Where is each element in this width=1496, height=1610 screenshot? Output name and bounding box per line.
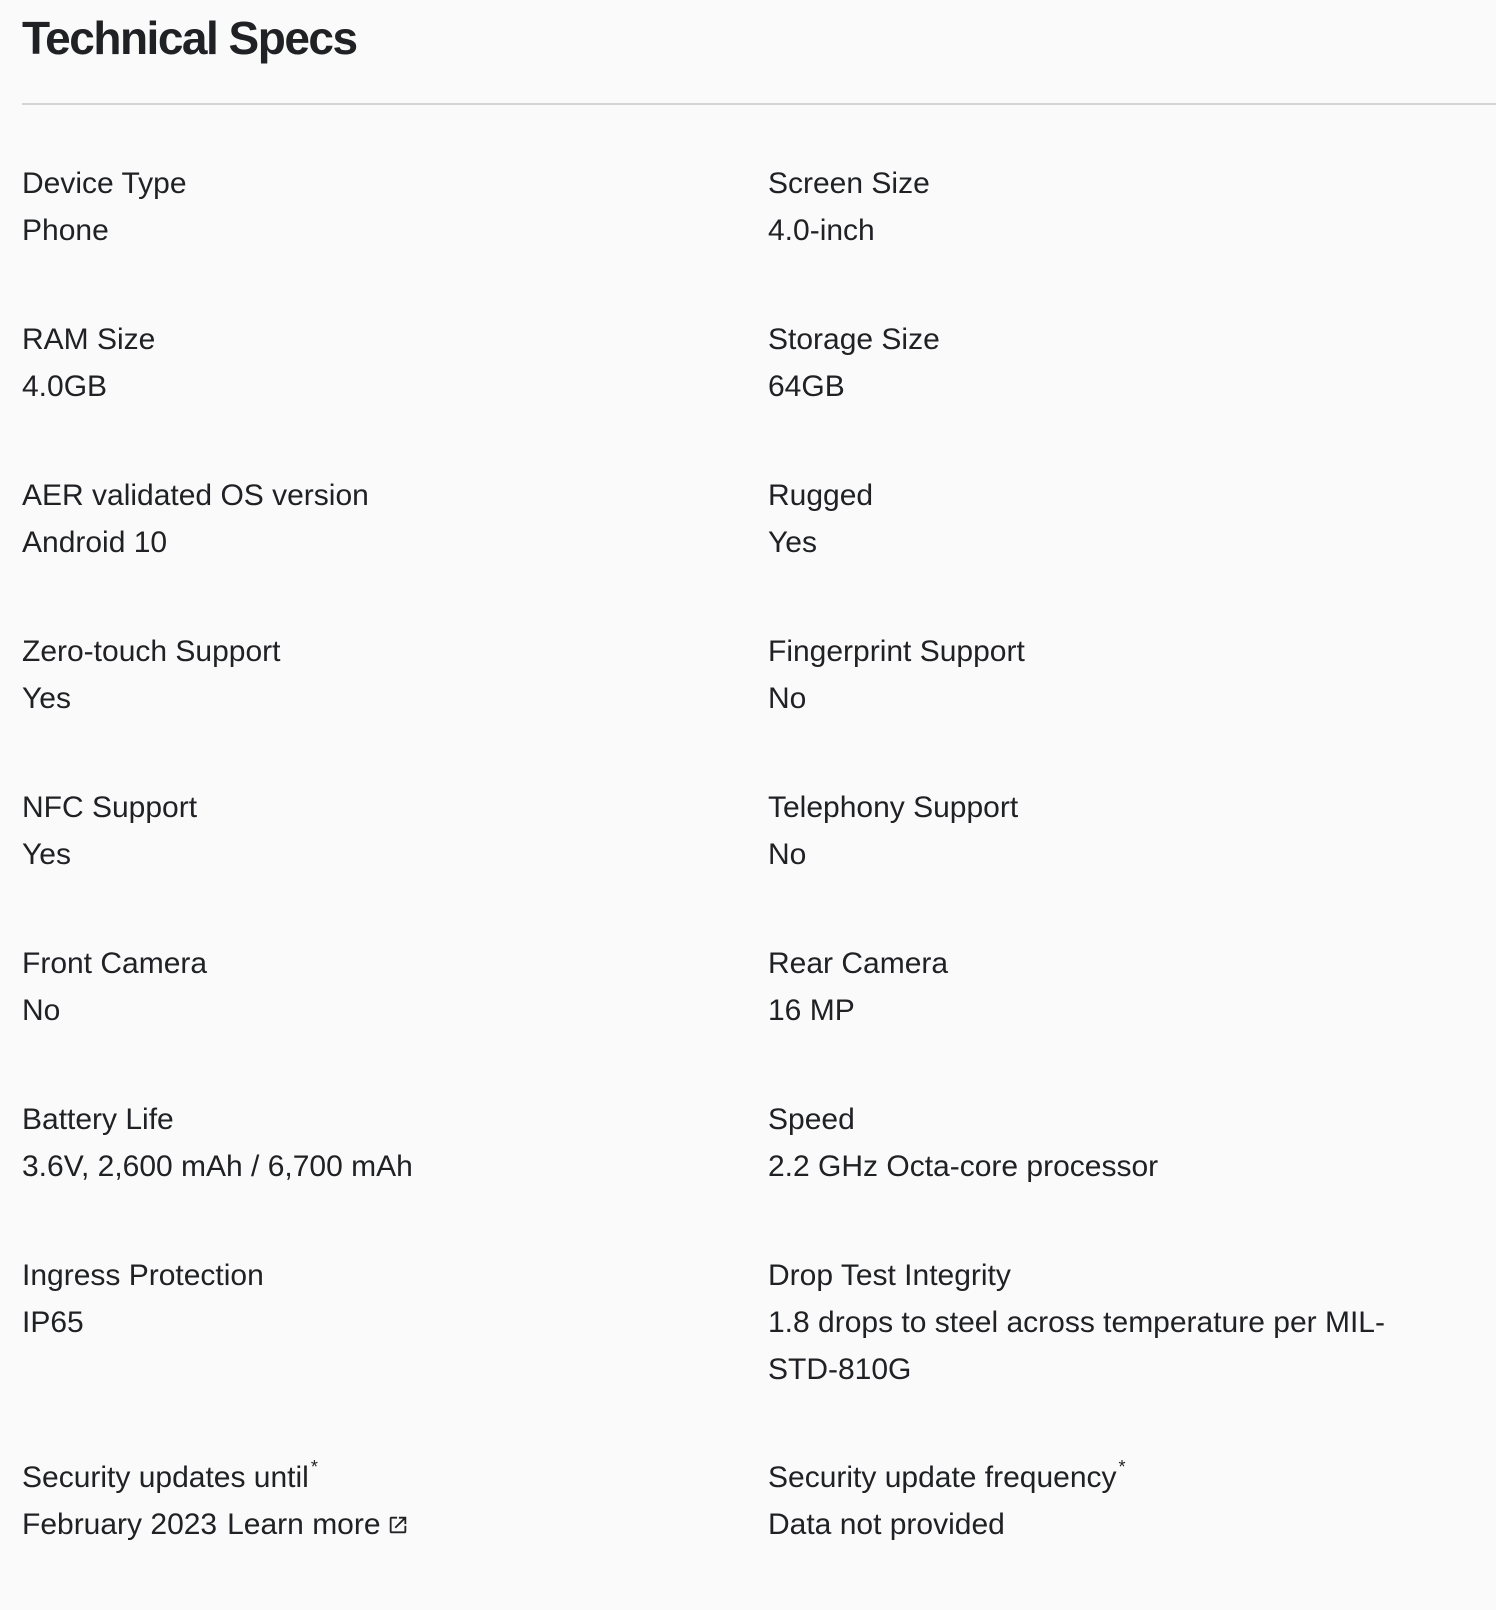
spec-os-version	[22, 472, 768, 628]
spec-label: Rear Camera	[768, 947, 949, 980]
spec-value: Phone	[22, 214, 109, 247]
spec-label: Speed	[768, 1103, 855, 1136]
spec-storage-size	[768, 316, 1468, 472]
spec-label: Fingerprint Support	[768, 635, 1025, 668]
spec-value: 16 MP	[768, 994, 855, 1027]
spec-label: Zero-touch Support	[22, 635, 281, 668]
spec-row	[22, 1096, 1496, 1252]
spec-label	[768, 1454, 1448, 1501]
spec-row	[22, 628, 1496, 784]
spec-value: No	[768, 838, 807, 871]
spec-label: Front Camera	[22, 947, 208, 980]
spec-value: Data not provided	[768, 1508, 1005, 1541]
spec-label: Ingress Protection	[22, 1259, 264, 1292]
spec-value: IP65	[22, 1306, 84, 1339]
spec-value: Yes	[768, 526, 817, 559]
spec-value: Yes	[22, 682, 71, 715]
spec-fingerprint	[768, 628, 1468, 784]
spec-label: Screen Size	[768, 167, 930, 200]
spec-row	[22, 316, 1496, 472]
spec-speed	[768, 1096, 1468, 1252]
spec-screen-size	[768, 160, 1468, 316]
spec-label: NFC Support	[22, 791, 198, 824]
footnote-marker: *	[310, 1457, 318, 1477]
spec-value	[22, 1501, 768, 1548]
spec-security-update-frequency	[768, 1454, 1468, 1610]
spec-label-text: Security updates until	[22, 1461, 309, 1494]
spec-value: No	[22, 994, 61, 1027]
spec-value: 3.6V, 2,600 mAh / 6,700 mAh	[22, 1150, 413, 1183]
spec-battery-life	[22, 1096, 768, 1252]
spec-label: Drop Test Integrity	[768, 1259, 1011, 1292]
spec-value: No	[768, 682, 807, 715]
spec-row	[22, 472, 1496, 628]
learn-more-label: Learn more	[227, 1508, 381, 1541]
spec-value: 4.0GB	[22, 370, 108, 403]
spec-front-camera	[22, 940, 768, 1096]
spec-label: Rugged	[768, 479, 874, 512]
spec-row	[22, 784, 1496, 940]
spec-security-updates-until	[22, 1454, 768, 1610]
spec-row	[22, 1454, 1496, 1610]
spec-value: 4.0-inch	[768, 214, 875, 247]
spec-label: Battery Life	[22, 1103, 174, 1136]
spec-rear-camera	[768, 940, 1468, 1096]
spec-rugged	[768, 472, 1468, 628]
spec-label: RAM Size	[22, 323, 156, 356]
spec-row	[22, 1252, 1496, 1454]
spec-nfc	[22, 784, 768, 940]
page-title: Technical Specs	[22, 12, 357, 64]
spec-value: 1.8 drops to steel across temperature per MIL-STD-810G	[768, 1306, 1385, 1386]
spec-label	[22, 1454, 768, 1501]
specs-grid	[22, 160, 1496, 1610]
spec-value: Yes	[22, 838, 71, 871]
spec-row	[22, 940, 1496, 1096]
title-divider	[22, 103, 1496, 105]
spec-row	[22, 160, 1496, 316]
open-in-new-icon	[387, 1514, 409, 1536]
spec-value-text: February 2023	[22, 1508, 218, 1541]
spec-value: 2.2 GHz Octa-core processor	[768, 1150, 1159, 1183]
spec-value: 64GB	[768, 370, 845, 403]
spec-label: Storage Size	[768, 323, 940, 356]
spec-zero-touch	[22, 628, 768, 784]
spec-value: Android 10	[22, 526, 168, 559]
spec-drop-test	[768, 1252, 1468, 1454]
spec-label: Device Type	[22, 167, 187, 200]
footnote-marker: *	[1118, 1457, 1126, 1477]
spec-label-text: Security update frequency	[768, 1461, 1117, 1494]
spec-telephony	[768, 784, 1468, 940]
learn-more-link[interactable]	[227, 1501, 408, 1548]
spec-ram-size	[22, 316, 768, 472]
spec-label: AER validated OS version	[22, 479, 369, 512]
spec-label: Telephony Support	[768, 791, 1019, 824]
spec-device-type	[22, 160, 768, 316]
spec-ingress-protection	[22, 1252, 768, 1454]
